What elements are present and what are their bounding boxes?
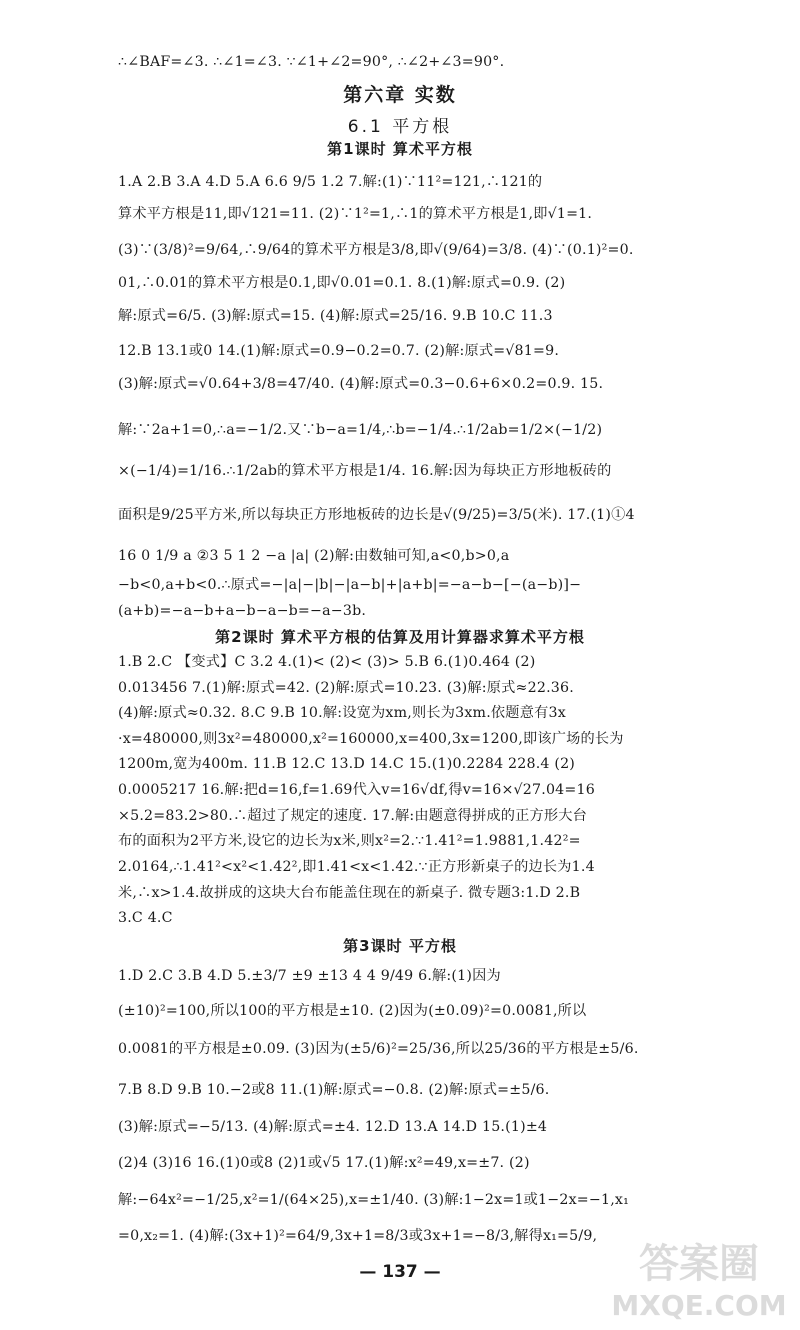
- lesson-3-line: 7.B 8.D 9.B 10.−2或8 11.(1)解:原式=−0.8. (2)解:原式=±5/6.: [118, 1082, 550, 1098]
- lesson-1-line: 1.A 2.B 3.A 4.D 5.A 6.6 9/5 1.2 7.解:(1)∵11²=121,∴121的: [118, 174, 543, 190]
- lesson-2-line: 布的面积为2平方米,设它的边长为x米,则x²=2.∵1.41²=1.9881,1.42²=: [118, 833, 581, 849]
- chapter-title: 第六章 实数: [343, 84, 457, 106]
- lesson-1-line: ×(−1/4)=1/16.∴1/2ab的算术平方根是1/4. 16.解:因为每块正方形地板砖的: [118, 463, 612, 479]
- watermark-main-text: 答案圈: [639, 1241, 759, 1287]
- lesson-1-line: 01,∴0.01的算术平方根是0.1,即√0.01=0.1. 8.(1)解:原式=0.9. (2): [118, 275, 566, 291]
- lesson-1-line: (a+b)=−a−b+a−b−a−b=−a−3b.: [118, 603, 367, 619]
- watermark-logo: [604, 1229, 794, 1324]
- lesson-1-line: 解:∵2a+1=0,∴a=−1/2.又∵b−a=1/4,∴b=−1/4.∴1/2ab=1/2×(−1/2): [118, 422, 603, 438]
- lesson-1-title: 第1课时 算术平方根: [327, 140, 473, 158]
- watermark-url-text: MXQE.COM: [611, 1289, 787, 1322]
- lesson-2-line: 3.C 4.C: [118, 910, 173, 926]
- lesson-1-line: 解:原式=6/5. (3)解:原式=15. (4)解:原式=25/16. 9.B 10.C 11.3: [118, 308, 553, 324]
- lesson-3-line: 解:−64x²=−1/25,x²=1/(64×25),x=±1/40. (3)解:1−2x=1或1−2x=−1,x₁: [118, 1192, 630, 1208]
- lesson-2-line: ×5.2=83.2>80.∴超过了规定的速度. 17.解:由题意得拼成的正方形大台: [118, 808, 588, 824]
- continuation-line: ∴∠BAF=∠3. ∴∠1=∠3. ∵∠1+∠2=90°, ∴∠2+∠3=90°.: [118, 54, 505, 70]
- lesson-2-line: ·x=480000,则3x²=480000,x²=160000,x=400,3x=1200,即该广场的长为: [118, 731, 624, 747]
- lesson-2-line: 1200m,宽为400m. 11.B 12.C 13.D 14.C 15.(1)0.2284 228.4 (2): [118, 756, 576, 772]
- lesson-2-line: (4)解:原式≈0.32. 8.C 9.B 10.解:设宽为xm,则长为3xm.依题意有3x: [118, 705, 566, 721]
- lesson-2-title: 第2课时 算术平方根的估算及用计算器求算术平方根: [215, 628, 585, 646]
- lesson-3-title: 第3课时 平方根: [343, 937, 457, 955]
- lesson-3-line: (2)4 (3)16 16.(1)0或8 (2)1或√5 17.(1)解:x²=49,x=±7. (2): [118, 1155, 530, 1171]
- lesson-1-line: 12.B 13.1或0 14.(1)解:原式=0.9−0.2=0.7. (2)解:原式=√81=9.: [118, 343, 560, 359]
- lesson-1-line: 面积是9/25平方米,所以每块正方形地板砖的边长是√(9/25)=3/5(米). 17.(1)①4: [118, 507, 635, 523]
- lesson-3-line: =0,x₂=1. (4)解:(3x+1)²=64/9,3x+1=8/3或3x+1=−8/3,解得x₁=5/9,: [118, 1228, 598, 1244]
- lesson-1-line: −b<0,a+b<0.∴原式=−|a|−|b|−|a−b|+|a+b|=−a−b−[−(a−b)]−: [118, 577, 582, 593]
- section-title: 6.1 平方根: [347, 117, 453, 137]
- lesson-2-line: 2.0164,∴1.41²<x²<1.42²,即1.41<x<1.42.∵正方形新桌子的边长为1.4: [118, 859, 595, 875]
- lesson-2-line: 0.0005217 16.解:把d=16,f=1.69代入v=16√df,得v=16×√27.04=16: [118, 782, 595, 798]
- lesson-3-line: (3)解:原式=−5/13. (4)解:原式=±4. 12.D 13.A 14.D 15.(1)±4: [118, 1119, 548, 1135]
- lesson-1-line: (3)解:原式=√0.64+3/8=47/40. (4)解:原式=0.3−0.6+6×0.2=0.9. 15.: [118, 376, 604, 392]
- lesson-1-line: 16 0 1/9 a ②3 5 1 2 −a |a| (2)解:由数轴可知,a<0,b>0,a: [118, 548, 510, 564]
- lesson-2-line: 米,∴x>1.4.故拼成的这块大台布能盖住现在的新桌子. 微专题3:1.D 2.B: [118, 885, 581, 901]
- lesson-3-line: 1.D 2.C 3.B 4.D 5.±3/7 ±9 ±13 4 4 9/49 6.解:(1)因为: [118, 968, 501, 984]
- page-number: — 137 —: [359, 1262, 441, 1282]
- lesson-2-line: 0.013456 7.(1)解:原式=42. (2)解:原式=10.23. (3)解:原式≈22.36.: [118, 680, 574, 696]
- lesson-3-line: (±10)²=100,所以100的平方根是±10. (2)因为(±0.09)²=0.0081,所以: [118, 1003, 587, 1019]
- lesson-1-line: 算术平方根是11,即√121=11. (2)∵1²=1,∴1的算术平方根是1,即√1=1.: [118, 206, 593, 222]
- lesson-2-line: 1.B 2.C 【变式】C 3.2 4.(1)< (2)< (3)> 5.B 6.(1)0.464 (2): [118, 654, 536, 670]
- lesson-1-line: (3)∵(3/8)²=9/64,∴9/64的算术平方根是3/8,即√(9/64)=3/8. (4)∵(0.1)²=0.: [118, 242, 634, 258]
- lesson-3-line: 0.0081的平方根是±0.09. (3)因为(±5/6)²=25/36,所以25/36的平方根是±5/6.: [118, 1041, 639, 1057]
